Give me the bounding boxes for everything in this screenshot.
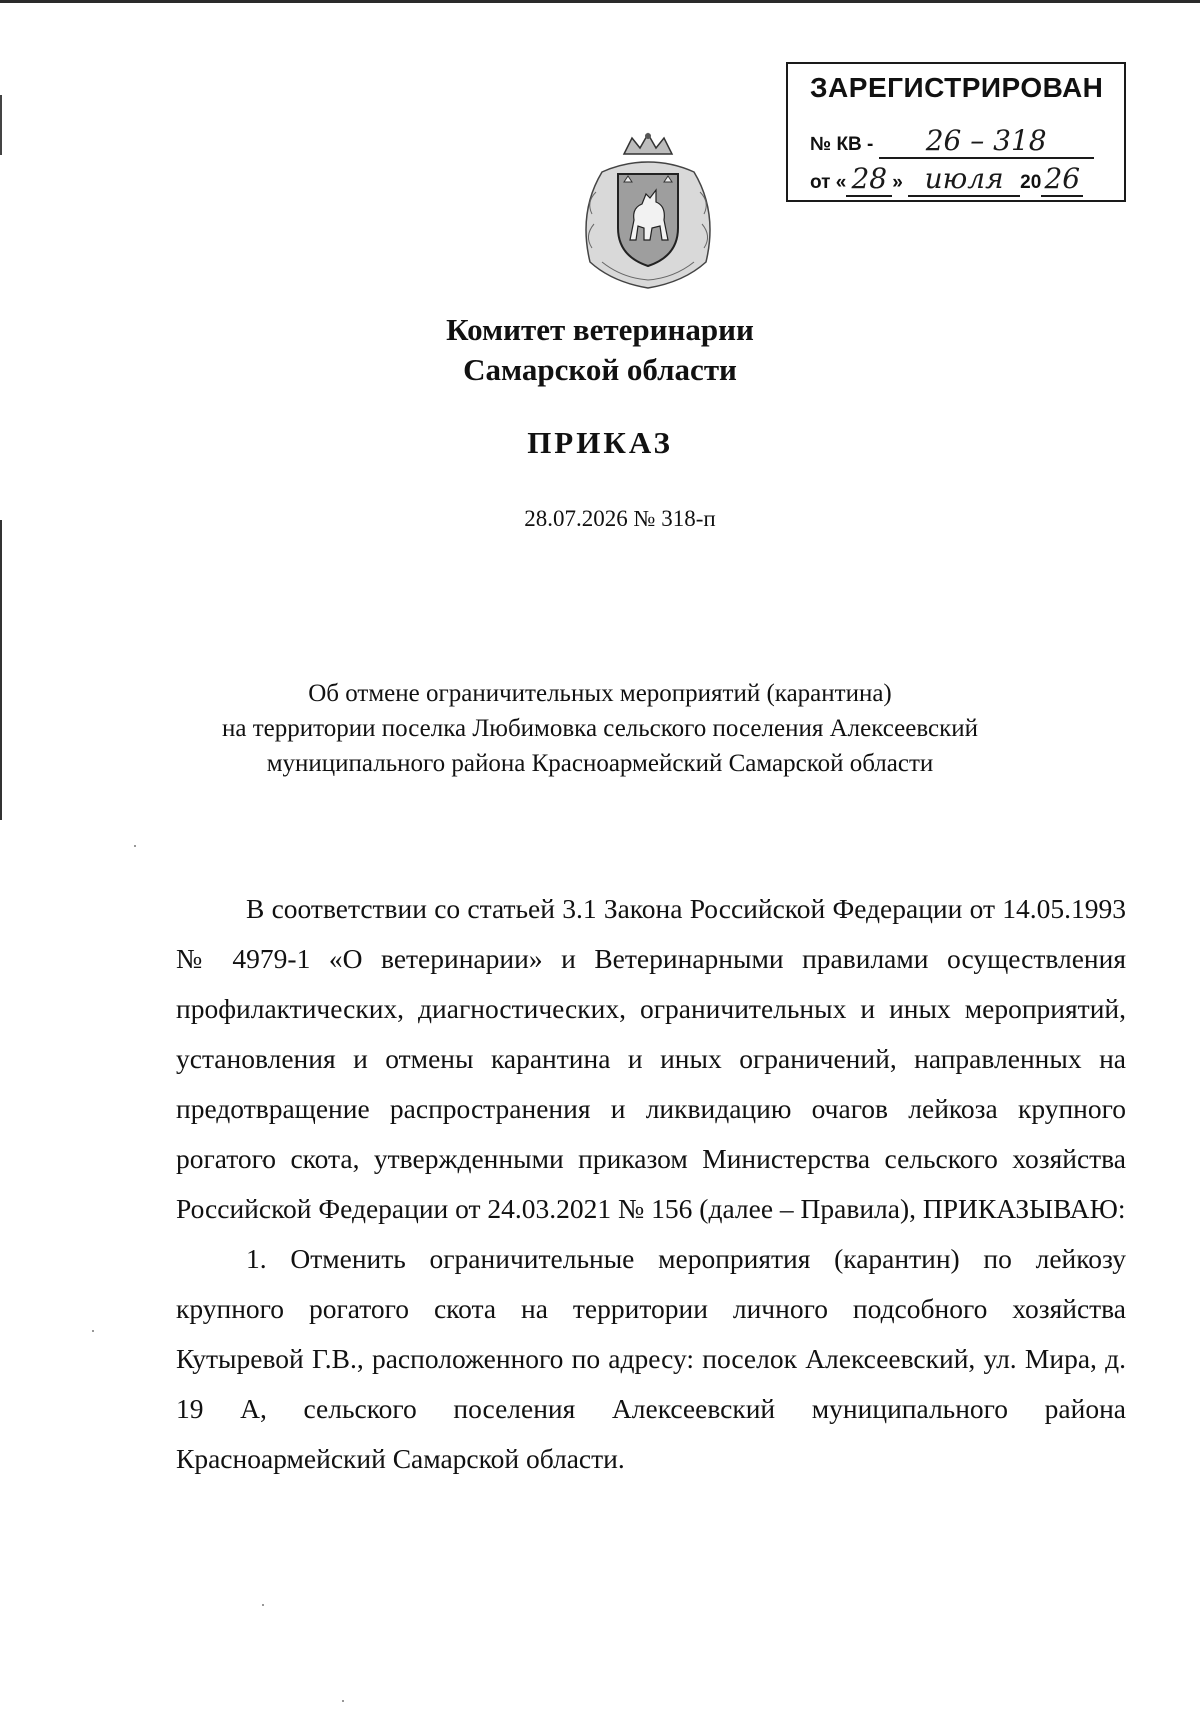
stamp-year-handwritten: 26 bbox=[1044, 162, 1081, 195]
stamp-number-prefix: № КВ - bbox=[810, 134, 874, 155]
subject-line2: на территории поселка Любимовка сельского поселения Алексеевский bbox=[222, 715, 978, 742]
document-subject bbox=[0, 676, 1200, 781]
stamp-date-mid: » bbox=[892, 172, 903, 193]
stamp-year-prefix: 20 bbox=[1020, 172, 1042, 193]
organization-name-line1: Комитет ветеринарии bbox=[446, 312, 754, 347]
scan-speck bbox=[262, 1604, 264, 1606]
body-paragraph-item-1: 1. Отменить ограничительные мероприятия (карантин) по лейкозу крупного рогатого скота на территории личного подсобного хозяйства Кутыревой Г.В., расположенного по адресу: поселок Алексеевский, ул. Мира, д. 19 А, сельского поселения Алексеевский муниципального района Красноармейский Самарской области. bbox=[176, 1243, 1126, 1474]
body-paragraph-preamble: В соответствии со статьей 3.1 Закона Российской Федерации от 14.05.1993 № 4979-1 «О ветеринарии» и Ветеринарными правилами осуществления профилактических, диагностических, ограничительных и иных мероприятий, установления и отмены карантина и иных ограничений, направленных на предотвращение распространения и ликвидацию очагов лейкоза крупного рогатого скота, утвержденными приказом Министерства сельского хозяйства Российской Федерации от 24.03.2021 № 156 (далее – Правила), ПРИКАЗЫВАЮ: bbox=[176, 893, 1126, 1224]
scan-edge-top bbox=[0, 0, 1200, 3]
stamp-number-handwritten: 26 – 318 bbox=[925, 124, 1047, 157]
stamp-month-line bbox=[908, 162, 1020, 197]
organization-name bbox=[0, 310, 1200, 390]
stamp-title: ЗАРЕГИСТРИРОВАН bbox=[810, 72, 1104, 103]
stamp-number-line bbox=[879, 124, 1094, 159]
stamp-date-prefix: от « bbox=[810, 172, 847, 193]
document-body bbox=[176, 884, 1126, 1484]
stamp-month-handwritten: июля bbox=[924, 162, 1004, 195]
document-date-number: 28.07.2026 № 318-п bbox=[524, 506, 716, 531]
scan-speck bbox=[92, 1330, 94, 1332]
stamp-day-handwritten: 28 bbox=[851, 162, 888, 195]
stamp-day-line bbox=[846, 162, 892, 197]
subject-line3: муниципального района Красноармейский Самарской области bbox=[266, 750, 934, 777]
stamp-number-row bbox=[810, 124, 1094, 159]
organization-name-line2: Самарской области bbox=[463, 352, 737, 387]
stamp-date-row bbox=[810, 162, 1083, 197]
document-type-title: ПРИКАЗ bbox=[527, 425, 673, 460]
stamp-year-line bbox=[1041, 162, 1083, 197]
scan-edge-left bbox=[0, 95, 2, 155]
scan-speck bbox=[134, 845, 136, 847]
samara-region-coat-of-arms-icon bbox=[572, 132, 724, 292]
scan-speck bbox=[342, 1700, 344, 1702]
registration-stamp bbox=[786, 62, 1126, 202]
subject-line1: Об отмене ограничительных мероприятий (карантина) bbox=[308, 680, 892, 707]
